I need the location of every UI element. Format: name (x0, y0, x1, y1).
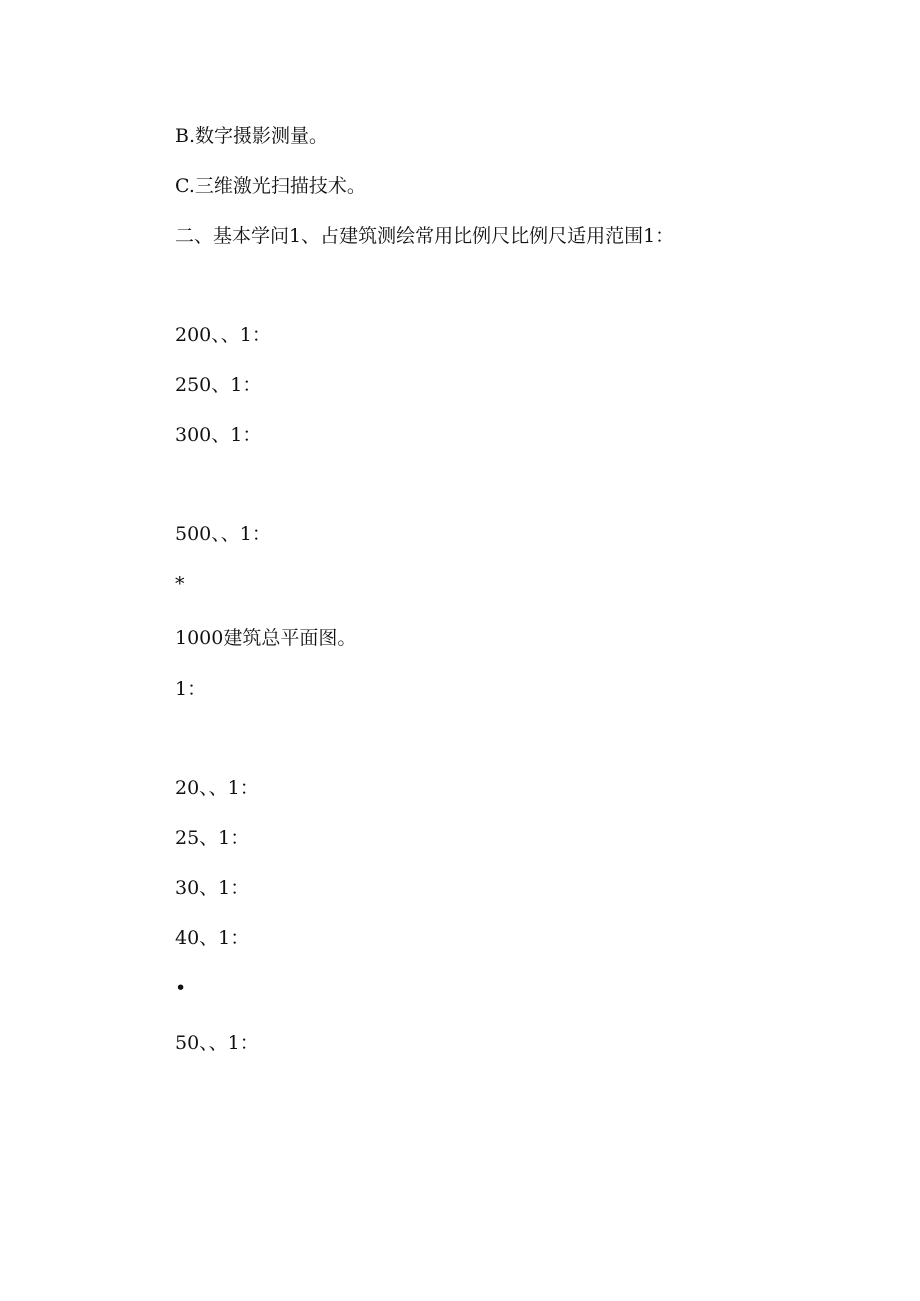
bullet-marker: • (175, 977, 187, 999)
scale-line-30: 30、1： (175, 877, 250, 899)
site-plan-line: 1000建筑总平面图。 (175, 627, 357, 649)
scale-line-50: 50、、1： (175, 1032, 259, 1054)
scale-line-300: 300、1： (175, 424, 262, 446)
scale-prefix-line: 1： (175, 678, 207, 700)
section-heading: 二、基本学问1、占建筑测绘常用比例尺比例尺适用范围1： (175, 225, 675, 247)
scale-line-25: 25、1： (175, 827, 250, 849)
asterisk-marker: * (175, 573, 185, 595)
option-c-line: C.三维激光扫描技术。 (175, 175, 366, 197)
scale-line-500: 500、、1： (175, 523, 271, 545)
option-b-line: B.数字摄影测量。 (175, 125, 329, 147)
scale-line-250: 250、1： (175, 374, 262, 396)
scale-line-20: 20、、1： (175, 777, 259, 799)
scale-line-200: 200、、1： (175, 324, 271, 346)
scale-line-40: 40、1： (175, 927, 250, 949)
